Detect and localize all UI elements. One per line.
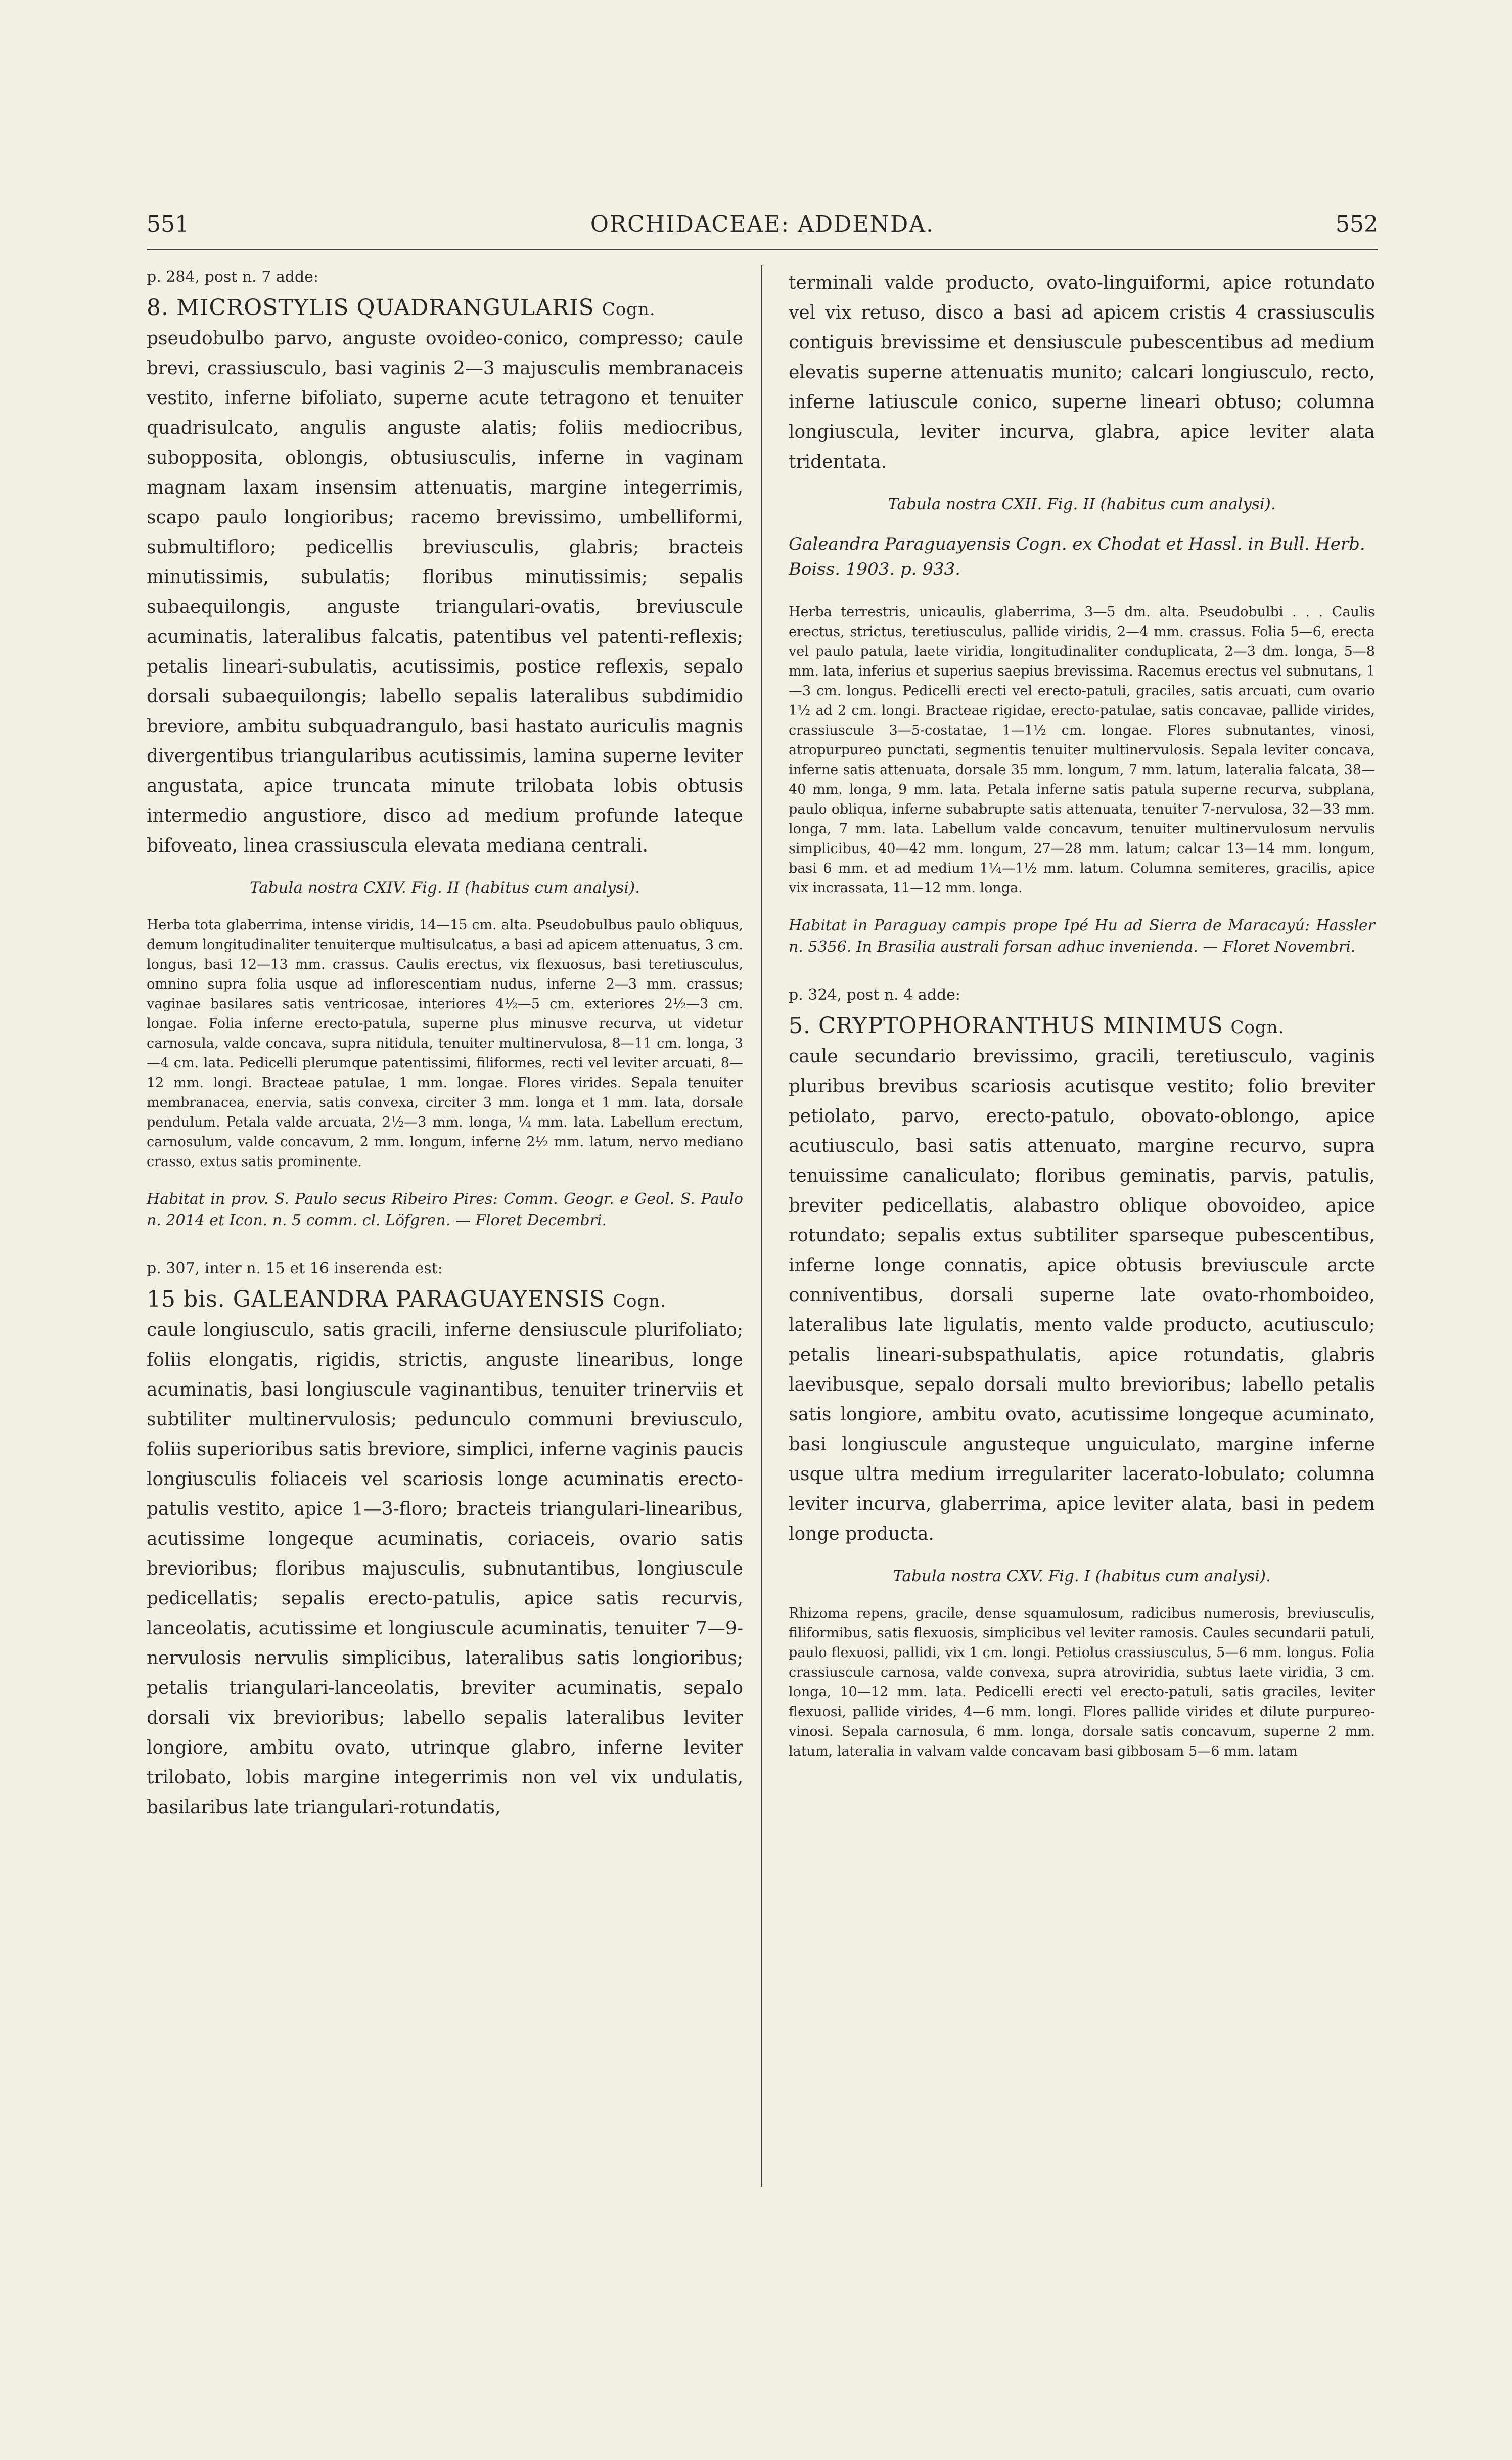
- species-description: caule longiusculo, satis gracili, inferne densiuscule plurifoliato; foliis elongatis, rigidis, strictis, anguste linearibus, longe acuminatis, basi longiuscule vaginantibus, tenuiter trinerviis et subtiliter multinervulosis; pedunculo communi breviusculo, foliis superioribus satis breviore, simplici, inferne vaginis paucis longiusculis foliaceis vel scariosis longe acuminatis erecto-patulis vestito, apice 1—3-floro; bracteis triangulari-linearibus, acutissime longeque acuminatis, coriaceis, ovario satis brevioribus; floribus majusculis, subnutantibus, longiuscule pedicellatis; sepalis erecto-patulis, apice satis recurvis, lanceolatis, acutissime et longiuscule acuminatis, tenuiter 7—9-nervulosis nervulis simplicibus, lateralibus satis longioribus; petalis triangulari-lanceolatis, breviter acuminatis, sepalo dorsali vix brevioribus; labello sepalis lateralibus leviter longiore, ambitu ovato, utrinque glabro, inferne leviter trilobato, lobis margine integerrimis non vel vix undulatis, basilaribus late triangulari-rotundatis,: [147, 1320, 743, 1818]
- species-description: pseudobulbo parvo, anguste ovoideo-conico, compresso; caule brevi, crassiusculo, basi vaginis 2—3 majusculis membranaceis vestito, inferne bifoliato, superne acute tetragono et tenuiter quadrisulcato, angulis anguste alatis; foliis mediocribus, subopposita, oblongis, obtusiusculis, inferne in vaginam magnam laxam insensim attenuatis, margine integerrimis, scapo paulo longioribus; racemo brevissimo, umbelliformi, submultifloro; pedicellis breviusculis, glabris; bracteis minutissimis, subulatis; floribus minutissimis; sepalis subaequilongis, anguste triangulari-ovatis, breviuscule acuminatis, lateralibus falcatis, patentibus vel patenti-reflexis; petalis lineari-subulatis, acutissimis, postice reflexis, sepalo dorsali subaequilongis; labello sepalis lateralibus subdimidio breviore, ambitu subquadrangulo, basi hastato auriculis magnis divergentibus triangularibus acutissimis, lamina superne leviter angustata, apice truncata minute trilobata lobis obtusis intermedio angustiore, disco ad medium profunde lateque bifoveato, linea crassiuscula elevata mediana centrali.: [147, 328, 743, 856]
- left-column: [147, 268, 743, 1822]
- species-number: 15 bis.: [147, 1286, 225, 1312]
- species-name: CRYPTOPHORANTHUS MINIMUS: [818, 1013, 1223, 1039]
- species-heading: [147, 1286, 743, 1312]
- species-author: Cogn.: [612, 1291, 666, 1311]
- habitat-note: Habitat in prov. S. Paulo secus Ribeiro Pires: Comm. Geogr. e Geol. S. Paulo n. 2014 et Icon. n. 5 comm. cl. Löfgren. — Floret Decembri.: [147, 1190, 743, 1229]
- running-header: [147, 211, 1378, 252]
- plate-caption: Tabula nostra CXV. Fig. I (habitus cum analysi).: [893, 1567, 1271, 1585]
- species-detail: Herba tota glaberrima, intense viridis, 14—15 cm. alta. Pseudobulbus paulo obliquus, demum longitudinaliter tenuiterque multisulcatus, a basi ad apicem attenuatus, 3 cm. longus, basi 12—13 mm. crassus. Caulis erectus, vix flexuosus, basi teretiusculus, omnino supra folia usque ad inflorescentiam nudus, inferne 2—3 mm. crassus; vaginae basilares satis ventricosae, interiores 4½—5 cm. exteriores 2½—3 cm. longae. Folia inferne erecto-patula, superne plus minusve recurva, ut videtur carnosula, valde concava, supra nitidula, tenuiter multinervulosa, 8—11 cm. longa, 3—4 cm. lata. Pedicelli plerumque patentissimi, filiformes, recti vel leviter arcuati, 8—12 mm. longi. Bracteae patulae, 1 mm. longae. Flores virides. Sepala tenuiter membranacea, enervia, satis convexa, circiter 3 mm. longa et 1 mm. lata, dorsale pendulum. Petala valde arcuata, 2½—3 mm. longa, ¼ mm. lata. Labellum erectum, carnosulum, valde concavum, 2 mm. longum, inferne 2½ mm. latum, nervo mediano crasso, extus satis prominente.: [147, 917, 743, 1170]
- column-divider: [761, 265, 762, 2187]
- species-description-continued: terminali valde producto, ovato-linguiformi, apice rotundato vel vix retuso, disco a basi ad apicem cristis 4 crassiusculis contiguis brevissime et densiuscule pubescentibus ad medium elevatis superne attenuatis munito; calcari longiusculo, recto, inferne latiuscule conico, superne lineari obtuso; columna longiuscula, leviter incurva, glabra, apice leviter alata tridentata.: [789, 273, 1375, 472]
- plate-caption: Tabula nostra CXIV. Fig. II (habitus cum analysi).: [249, 879, 640, 897]
- header-rule: [147, 249, 1378, 250]
- species-detail: Herba terrestris, unicaulis, glaberrima, 3—5 dm. alta. Pseudobulbi . . . Caulis erectus, strictus, teretiusculus, pallide viridis, 2—4 mm. crassus. Folia 5—6, erecta vel paulo patula, laete viridia, longitudinaliter conduplicata, 2—3 dm. longa, 5—8 mm. lata, inferius et superius saepius brevissima. Racemus erectus vel subnutans, 1—3 cm. longus. Pedicelli erecti vel erecto-patuli, graciles, satis arcuati, cum ovario 1½ ad 2 cm. longi. Bracteae rigidae, erecto-patulae, satis concavae, pallide virides, crassiuscule 3—5-costatae, 1—1½ cm. longae. Flores subnutantes, vinosi, atropurpureo punctati, segmentis tenuiter multinervulosis. Sepala leviter concava, inferne satis attenuata, dorsale 35 mm. longum, 7 mm. latum, lateralia falcata, 38—40 mm. longa, 9 mm. lata. Petala inferne satis patula superne recurva, subplana, paulo obliqua, inferne subabrupte satis attenuata, tenuiter 7-nervulosa, 32—33 mm. longa, 7 mm. lata. Labellum valde concavum, tenuiter multinervulosum nervulis simplicibus, 40—42 mm. longum, 27—28 mm. latum; calcar 13—14 mm. longum, basi 6 mm. et ad medium 1¼—1½ mm. latum. Columna semiteres, gracilis, apice vix incrassata, 11—12 mm. longa.: [789, 604, 1375, 896]
- citation: Galeandra Paraguayensis Cogn. ex Chodat et Hassl. in Bull. Herb. Boiss. 1903. p. 933.: [789, 534, 1365, 579]
- plate-caption: Tabula nostra CXII. Fig. II (habitus cum analysi).: [888, 495, 1276, 513]
- species-author: Cogn.: [1230, 1017, 1285, 1038]
- right-column: [789, 268, 1375, 1761]
- habitat-note: Habitat in Paraguay campis prope Ipé Hu ad Sierra de Maracayú: Hassler n. 5356. In Brasilia australi forsan adhuc invenienda. — Floret Novembri.: [789, 917, 1375, 956]
- page-number-right: 552: [1336, 211, 1378, 237]
- species-description: caule secundario brevissimo, gracili, teretiusculo, vaginis pluribus brevibus scariosis acutisque vestito; folio breviter petiolato, parvo, erecto-patulo, obovato-oblongo, apice acutiusculo, basi satis attenuato, margine recurvo, supra tenuissime canaliculato; floribus geminatis, parvis, patulis, breviter pedicellatis, alabastro oblique obovoideo, apice rotundato; sepalis extus subtiliter sparseque pubescentibus, inferne longe connatis, apice obtusis breviuscule arcte conniventibus, dorsali superne late ovato-rhomboideo, lateralibus late ligulatis, mento valde producto, acutiusculo; petalis lineari-subspathulatis, apice rotundatis, glabris laevibusque, sepalo dorsali multo brevioribus; labello petalis satis longiore, ambitu ovato, acutissime longeque acuminato, basi longiuscule angusteque unguiculato, margine inferne usque ultra medium irregulariter lacerato-lobulato; columna leviter incurva, glaberrima, apice leviter alata, basi in pedem longe producta.: [789, 1046, 1375, 1544]
- page-reference: p. 307, inter n. 15 et 16 inserenda est:: [147, 1260, 443, 1277]
- page-reference: p. 284, post n. 7 adde:: [147, 268, 319, 286]
- species-number: 5.: [789, 1013, 811, 1039]
- species-detail: Rhizoma repens, gracile, dense squamulosum, radicibus numerosis, breviusculis, filiformibus, satis flexuosis, simplicibus vel leviter ramosis. Caules secundarii patuli, paulo flexuosi, pallidi, vix 1 cm. longi. Petiolus crassiusculus, 5—6 mm. longus. Folia crassiuscule carnosa, valde convexa, supra atroviridia, subtus laete viridia, 3 cm. longa, 10—12 mm. lata. Pedicelli erecti vel erecto-patuli, satis graciles, leviter flexuosi, pallide virides, 4—6 mm. longi. Flores pallide virides et dilute purpureo-vinosi. Sepala carnosula, 6 mm. longa, dorsale satis concavum, superne 2 mm. latum, lateralia in valvam valde concavam basi gibbosam 5—6 mm. latam: [789, 1605, 1375, 1759]
- species-heading: [789, 1013, 1375, 1039]
- species-name: MICROSTYLIS QUADRANGULARIS: [176, 295, 594, 321]
- page-reference: p. 324, post n. 4 adde:: [789, 986, 961, 1004]
- species-author: Cogn.: [602, 299, 656, 320]
- page-number-left: 551: [147, 211, 189, 237]
- species-heading: [147, 295, 743, 321]
- running-title: ORCHIDACEAE: ADDENDA.: [590, 211, 935, 237]
- species-name: GALEANDRA PARAGUAYENSIS: [233, 1286, 605, 1312]
- species-number: 8.: [147, 295, 169, 321]
